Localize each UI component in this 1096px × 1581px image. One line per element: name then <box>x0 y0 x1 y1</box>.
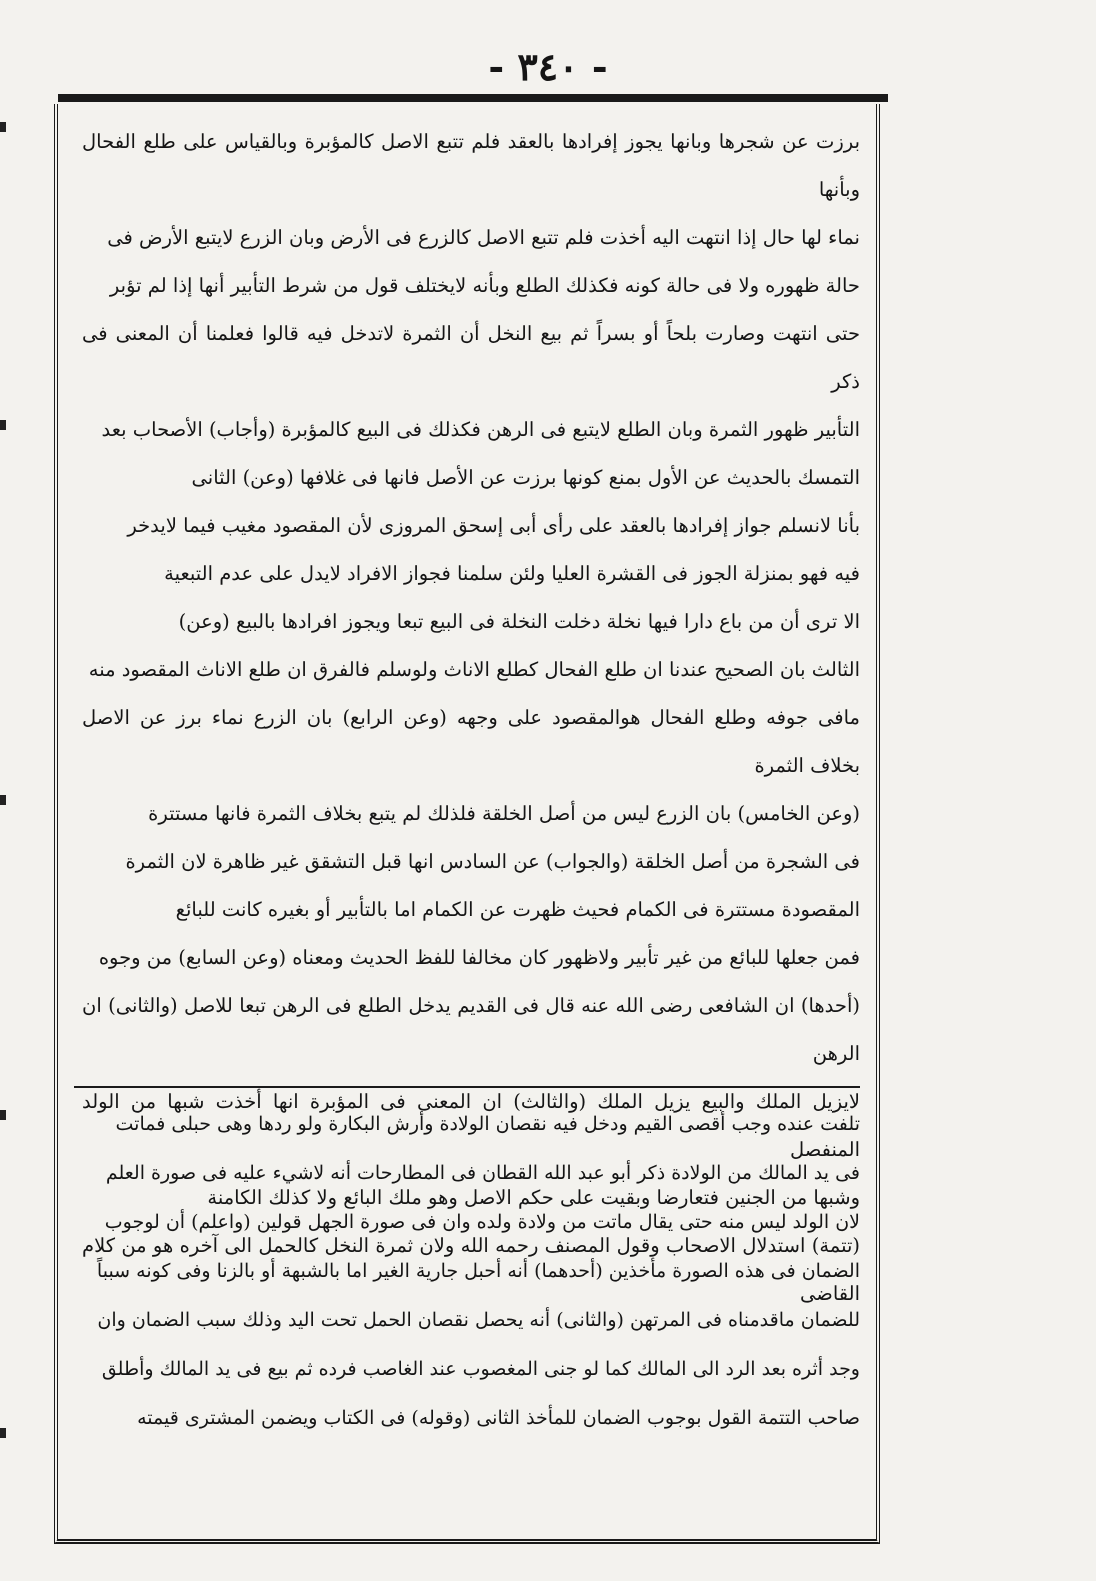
commentary-line: تلفت عنده وجب أقصى القيم ودخل فيه نقصان الولادة وأرش البكارة ولو ردها وهى حبلى فماتت <box>115 1113 860 1135</box>
scan-edge-mark <box>0 122 6 132</box>
main-line: وشبها من الجنين فتعارضا وبقيت على حكم الاصل وهو ملك البائع ولا كذلك الكامنة <box>207 1186 860 1209</box>
scan-edge-mark <box>0 1428 6 1438</box>
commentary-line: فى يد المالك من الولادة ذكر أبو عبد الله القطان فى المطارحات أنه لاشيء عليه فى صورة العلم <box>105 1162 860 1184</box>
commentary-line: للضمان ماقدمناه فى المرتهن (والثانى) أنه يحصل نقصان الحمل تحت اليد وذلك سبب الضمان وان <box>97 1309 860 1331</box>
main-line: التأبير ظهور الثمرة وبان الطلع لايتبع فى الرهن فكذلك فى البيع كالمؤبرة (وأجاب) الأصحاب بعد <box>101 418 860 441</box>
main-line: (تتمة) استدلال الاصحاب وقول المصنف رحمه الله ولان ثمرة النخل كالحمل الى آخره هو من كلام القاضى <box>82 1234 860 1305</box>
main-line: فمن جعلها للبائع من غير تأبير ولاظهور كان مخالفا للفظ الحديث ومعناه (وعن السابع) من وجوه <box>98 946 860 969</box>
scan-edge-mark <box>0 1110 6 1120</box>
main-line: حالة ظهوره ولا فى حالة كونه فكذلك الطلع وبأنه لايختلف قول من شرط التأبير أنها إذا لم تؤبر <box>109 274 860 297</box>
main-line: فيه فهو بمنزلة الجوز فى القشرة العليا ولئن سلمنا فجواز الافراد لايدل على عدم التبعية <box>164 562 860 585</box>
commentary-line: صاحب التتمة القول بوجوب الضمان للمأخذ الثانى (وقوله) فى الكتاب ويضمن المشترى قيمته <box>137 1407 860 1429</box>
section-divider <box>74 1086 860 1088</box>
main-line: نماء لها حال إذا انتهت اليه أخذت فلم تتبع الاصل كالزرع فى الأرض وبان الزرع لايتبع الأرض فى <box>107 226 860 249</box>
scan-edge-mark <box>0 795 6 805</box>
main-line: المقصودة مستترة فى الكمام فحيث ظهرت عن الكمام اما بالتأبير أو بغيره كانت للبائع <box>175 898 860 921</box>
main-line: مافى جوفه وطلع الفحال هوالمقصود على وجهه (وعن الرابع) بان الزرع نماء برز عن الاصل بخلاف الثمرة <box>82 706 860 777</box>
page-number: - ٣٤٠ - <box>488 44 608 89</box>
main-line: التمسك بالحديث عن الأول بمنع كونها برزت عن الأصل فانها فى غلافها (وعن) الثانى <box>191 466 860 489</box>
commentary-line: وجد أثره بعد الرد الى المالك كما لو جنى المغصوب عند الغاصب فرده ثم بيع فى يد المالك وأطلق <box>101 1358 860 1380</box>
commentary-line: لان الولد ليس منه حتى يقال ماتت من ولادة ولده وان فى صورة الجهل قولين (واعلم) أن لوجوب <box>104 1211 860 1233</box>
commentary-text <box>82 1100 860 1443</box>
main-line: لايزيل الملك والبيع يزيل الملك (والثالث) ان المعنى فى المؤبرة انها أخذت شبها من الولد المنفصل <box>82 1090 860 1161</box>
main-line: الثالث بان الصحيح عندنا ان طلع الفحال كطلع الاناث ولوسلم فالفرق ان طلع الاناث المقصود منه <box>88 658 860 681</box>
main-line: (أحدها) ان الشافعى رضى الله عنه قال فى القديم يدخل الطلع فى الرهن تبعا للاصل (والثانى) ان الرهن <box>82 994 860 1065</box>
main-line: الا ترى أن من باع دارا فيها نخلة دخلت النخلة فى البيع تبعا ويجوز افرادها بالبيع (وعن) <box>178 610 860 633</box>
scan-edge-mark <box>0 420 6 430</box>
main-line: فى الشجرة من أصل الخلقة (والجواب) عن السادس انها قبل التشقق غير ظاهرة لان الثمرة <box>125 850 860 873</box>
main-line: حتى انتهت وصارت بلحاً أو بسراً ثم بيع النخل أن الثمرة لاتدخل فيه قالوا فعلمنا أن المعنى فى ذكر <box>82 322 860 393</box>
commentary-line: الضمان فى هذه الصورة مأخذين (أحدهما) أنه أحبل جارية الغير اما بالشبهة أو بالزنا وفى كونه سبباً <box>96 1260 860 1282</box>
main-line: بأنا لانسلم جواز إفرادها بالعقد على رأى أبى إسحق المروزى لأن المقصود مغيب فيما لايدخر <box>127 514 860 537</box>
top-rule <box>58 94 888 102</box>
main-line: برزت عن شجرها وبانها يجوز إفرادها بالعقد فلم تتبع الاصل كالمؤبرة وبالقياس على طلع الفحال وبأنها <box>82 130 860 201</box>
main-line: (وعن الخامس) بان الزرع ليس من أصل الخلقة فلذلك لم يتبع بخلاف الثمرة فانها مستترة <box>148 802 860 825</box>
